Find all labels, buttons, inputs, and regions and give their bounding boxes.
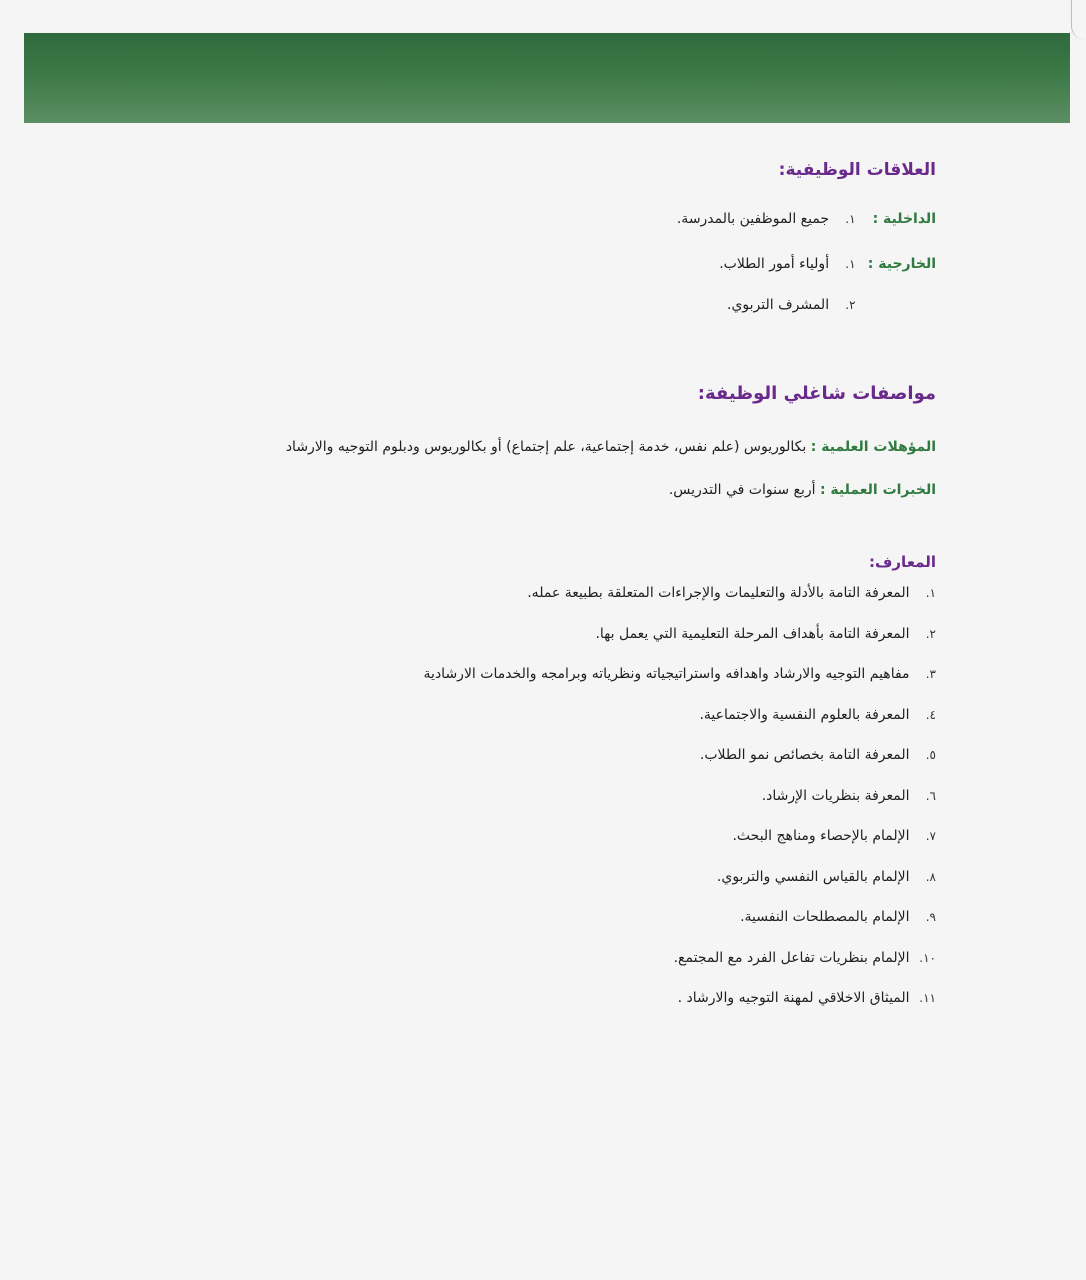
qualifications-row: [286, 434, 936, 460]
item-text: المعرفة التامة بخصائص نمو الطلاب.: [699, 747, 910, 763]
list-item: [424, 983, 936, 1024]
item-text: مفاهيم التوجيه والارشاد واهدافه واستراتيجياته ونظرياته وبرامجه والخدمات الارشادية: [423, 666, 910, 682]
item-text: أولياء أمور الطلاب.: [719, 256, 830, 272]
relations-heading: العلاقات الوظيفية:: [778, 160, 936, 180]
internal-relations-row: [677, 206, 936, 232]
list-item: [424, 902, 936, 943]
list-item: [424, 659, 936, 700]
item-text: الإلمام بالمصطلحات النفسية.: [740, 909, 910, 925]
knowledge-heading: المعارف:: [869, 553, 936, 571]
item-number: ١.: [845, 212, 856, 226]
list-item: [424, 821, 936, 862]
list-item: [424, 578, 936, 619]
relation-item: [727, 292, 856, 318]
item-number: ٦.: [925, 788, 936, 803]
experience-label: الخبرات العملية :: [819, 482, 936, 498]
item-text: المشرف التربوي.: [727, 297, 830, 313]
relation-item: [677, 206, 856, 232]
list-item: [424, 740, 936, 781]
internal-relations-label: الداخلية :: [872, 211, 936, 227]
item-number: ٧.: [925, 829, 936, 843]
item-number: ٣.: [925, 667, 936, 681]
item-text: المعرفة بالعلوم النفسية والاجتماعية.: [699, 706, 910, 723]
relation-item: [719, 251, 855, 277]
item-text: الميثاق الاخلاقي لمهنة التوجيه والارشاد .: [677, 990, 910, 1006]
item-number: ١.: [845, 257, 856, 271]
item-number: ٢.: [925, 626, 936, 641]
header-banner: [24, 33, 1070, 123]
external-relations-row: [719, 251, 936, 277]
qualifications-text: بكالوريوس (علم نفس، خدمة إجتماعية، علم إجتماع) أو بكالوريوس ودبلوم التوجيه والارشاد: [285, 439, 807, 455]
item-text: المعرفة التامة بالأدلة والتعليمات والإجراءات المتعلقة بطبيعة عمله.: [527, 585, 910, 601]
list-item: [424, 619, 936, 660]
item-number: ٩.: [925, 910, 936, 924]
item-text: جميع الموظفين بالمدرسة.: [676, 211, 830, 227]
item-number: ٨.: [925, 869, 936, 884]
external-relations-label: الخارجية :: [867, 256, 936, 272]
item-text: الإلمام بنظريات تفاعل الفرد مع المجتمع.: [673, 949, 910, 966]
experience-row: [669, 477, 936, 503]
item-text: الإلمام بالقياس النفسي والتربوي.: [716, 868, 910, 885]
knowledge-list: [424, 578, 936, 1024]
item-text: المعرفة بنظريات الإرشاد.: [761, 787, 910, 804]
item-number: ١١.: [919, 991, 936, 1005]
experience-text: أربع سنوات في التدريس.: [668, 482, 816, 498]
item-text: الإلمام بالإحصاء ومناهج البحث.: [732, 828, 910, 844]
item-number: ٢.: [845, 298, 856, 312]
qualifications-label: المؤهلات العلمية :: [810, 439, 936, 455]
item-number: ١.: [925, 586, 936, 600]
list-item: [424, 781, 936, 822]
list-item: [424, 943, 936, 984]
list-item: [424, 700, 936, 741]
page-curl-decoration: [1071, 0, 1086, 40]
specs-heading: مواصفات شاغلي الوظيفة:: [697, 383, 936, 404]
external-relations-row-2: [727, 292, 936, 318]
item-number: ٥.: [925, 748, 936, 762]
item-number: ١٠.: [919, 950, 936, 965]
list-item: [424, 862, 936, 903]
item-number: ٤.: [925, 707, 936, 722]
item-text: المعرفة التامة بأهداف المرحلة التعليمية التي يعمل بها.: [595, 625, 910, 642]
